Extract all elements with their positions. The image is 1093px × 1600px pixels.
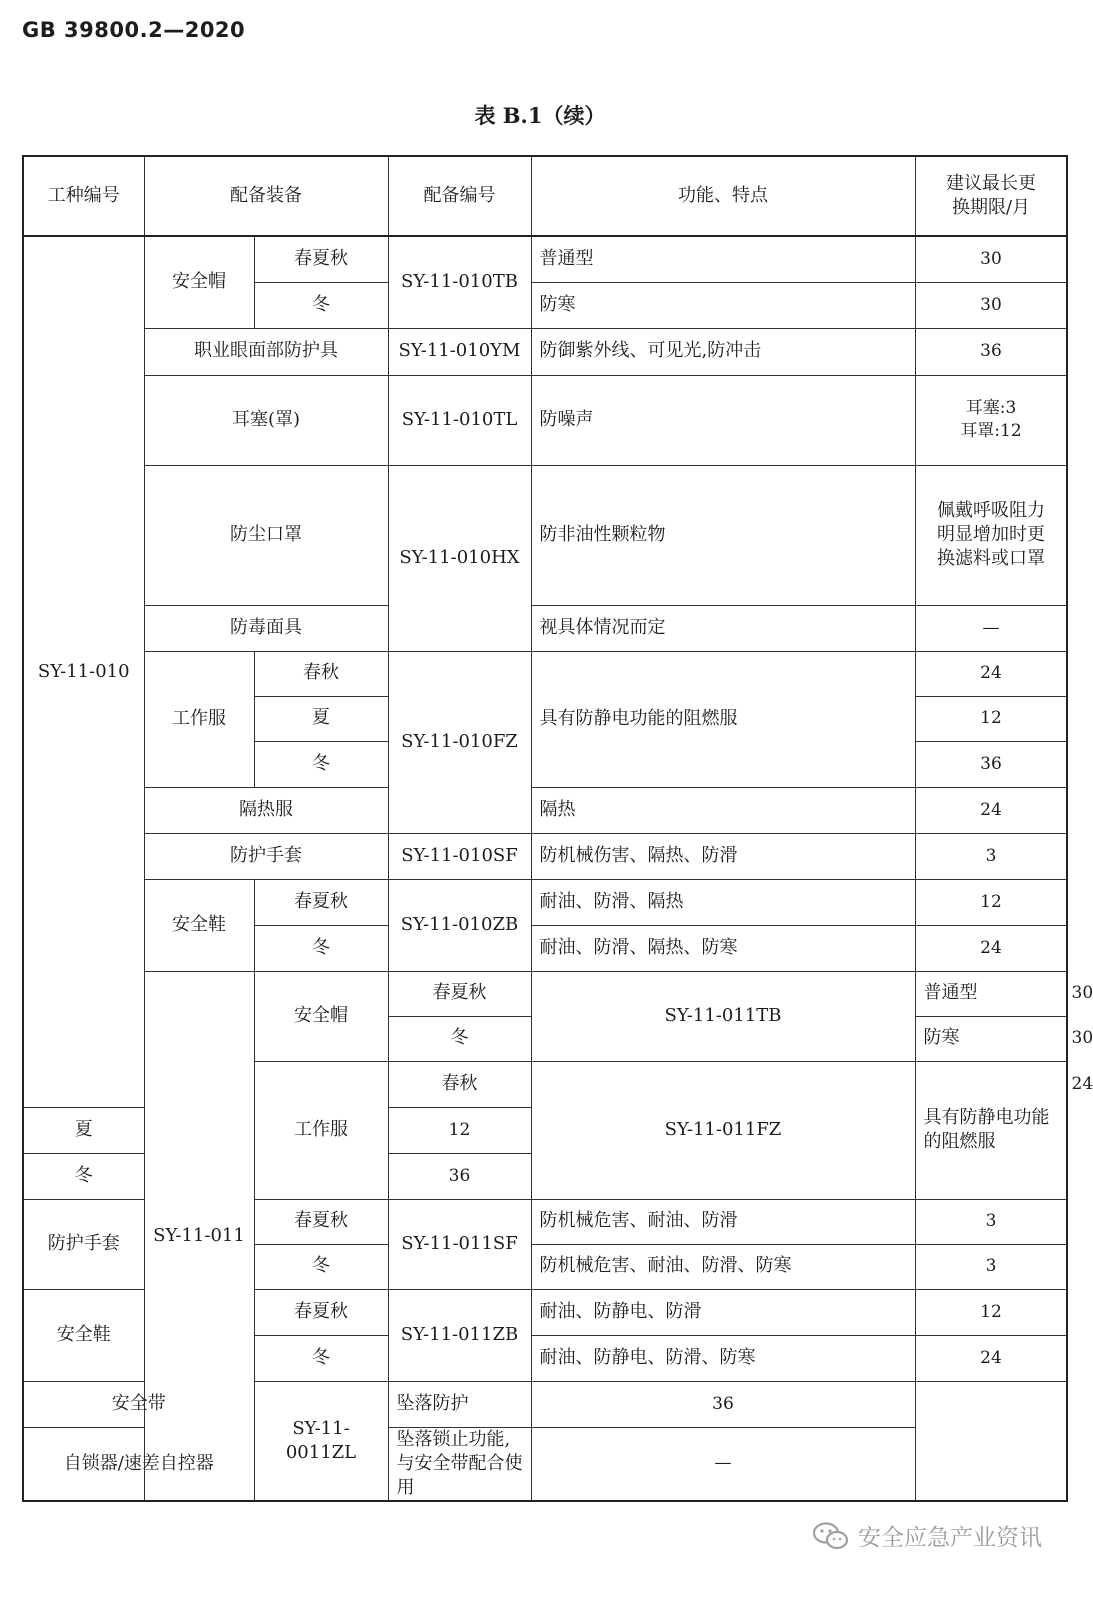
equipment-code: SY-11-010HX xyxy=(388,465,531,651)
period-line: 佩戴呼吸阻力 xyxy=(937,499,1045,521)
season-cell: 春夏秋 xyxy=(388,971,531,1016)
season-cell: 夏 xyxy=(254,696,388,741)
period-cell: 24 xyxy=(915,925,1067,971)
period-line: 换滤料或口罩 xyxy=(937,548,1045,570)
period-cell: 12 xyxy=(915,1289,1067,1335)
equipment-name: 耳塞(罩) xyxy=(144,375,388,465)
equipment-name: 防毒面具 xyxy=(144,605,388,651)
watermark-text: 安全应急产业资讯 xyxy=(858,1525,1042,1551)
function-cell: 防非油性颗粒物 xyxy=(531,465,915,605)
equipment-name: 安全帽 xyxy=(144,236,254,328)
period-cell: 3 xyxy=(915,1199,1067,1244)
season-cell: 春夏秋 xyxy=(254,1199,388,1244)
season-cell: 春夏秋 xyxy=(254,236,388,282)
equipment-name: 职业眼面部防护具 xyxy=(144,328,388,375)
season-cell: 春夏秋 xyxy=(254,879,388,925)
table-row: SY-11-011 安全帽 春夏秋 SY-11-011TB 普通型 30 xyxy=(23,971,1067,1016)
function-cell: 视具体情况而定 xyxy=(531,605,915,651)
season-cell: 冬 xyxy=(254,1244,388,1289)
equipment-code: SY-11-010YM xyxy=(388,328,531,375)
function-cell: 普通型 xyxy=(531,236,915,282)
equipment-code: SY-11-011FZ xyxy=(531,1061,915,1199)
function-cell: 防御紫外线、可见光,防冲击 xyxy=(531,328,915,375)
table-row xyxy=(23,328,1067,375)
period-line: 耳塞:3 xyxy=(965,398,1017,419)
equipment-code: SY-11-010SF xyxy=(388,833,531,879)
header-period-line2: 换期限/月 xyxy=(951,197,1031,218)
equipment-name: 安全鞋 xyxy=(23,1289,144,1381)
table-row: 冬 防寒 30 xyxy=(23,1016,1067,1061)
wechat-icon xyxy=(812,1521,850,1551)
period-cell: 3 xyxy=(915,1244,1067,1289)
function-cell: 坠落防护 xyxy=(388,1381,531,1427)
period-cell xyxy=(915,375,1067,465)
function-cell: 防机械伤害、隔热、防滑 xyxy=(531,833,915,879)
period-cell: 24 xyxy=(915,787,1067,833)
function-cell: 耐油、防滑、隔热、防寒 xyxy=(531,925,915,971)
header-period-line1: 建议最长更 xyxy=(946,172,1036,194)
season-cell: 春夏秋 xyxy=(254,1289,388,1335)
equipment-code: SY-11-011SF xyxy=(388,1199,531,1289)
period-line: 耳罩:12 xyxy=(960,421,1022,441)
watermark xyxy=(812,1519,1042,1552)
equipment-name: 工作服 xyxy=(144,651,254,787)
equipment-code: SY-11-011ZB xyxy=(388,1289,531,1381)
equipment-table xyxy=(22,155,1093,1502)
period-cell: 24 xyxy=(915,651,1067,696)
table-row xyxy=(23,787,1067,833)
table-row xyxy=(23,1381,1067,1427)
header-job-code: 工种编号 xyxy=(23,156,144,236)
table-row xyxy=(23,465,1067,605)
period-line: 明显增加时更 xyxy=(937,523,1045,545)
period-cell: 36 xyxy=(531,1381,915,1427)
equipment-name: 安全带 xyxy=(23,1381,254,1427)
header-period xyxy=(915,156,1067,236)
period-cell: 3 xyxy=(915,833,1067,879)
table-row xyxy=(23,1427,1067,1501)
period-cell: 24 xyxy=(915,1335,1067,1381)
function-cell: 普通型 xyxy=(915,971,1067,1016)
table-row xyxy=(23,236,1067,282)
equipment-code: SY-11-010TL xyxy=(388,375,531,465)
season-cell: 冬 xyxy=(254,925,388,971)
function-cell: 具有防静电功能的阻燃服 xyxy=(915,1061,1067,1199)
function-cell: 防机械危害、耐油、防滑 xyxy=(531,1199,915,1244)
period-cell: — xyxy=(915,605,1067,651)
function-cell: 耐油、防静电、防滑、防寒 xyxy=(531,1335,915,1381)
equipment-name: 安全鞋 xyxy=(144,879,254,971)
season-cell: 冬 xyxy=(254,282,388,328)
table-row xyxy=(23,605,1067,651)
season-cell: 冬 xyxy=(23,1153,144,1199)
equipment-code: SY-11-011TB xyxy=(531,971,915,1061)
period-cell: 30 xyxy=(915,236,1067,282)
period-cell: 36 xyxy=(388,1153,531,1199)
function-cell: 坠落锁止功能,与安全带配合使用 xyxy=(388,1427,531,1501)
function-cell: 耐油、防滑、隔热 xyxy=(531,879,915,925)
header-function: 功能、特点 xyxy=(531,156,915,236)
header-equipment-code: 配备编号 xyxy=(388,156,531,236)
period-cell: 12 xyxy=(915,696,1067,741)
season-cell: 冬 xyxy=(254,1335,388,1381)
table-title: 表 B.1（续） xyxy=(474,103,606,128)
function-cell: 耐油、防静电、防滑 xyxy=(531,1289,915,1335)
period-cell: — xyxy=(531,1427,915,1501)
function-cell: 具有防静电功能的阻燃服 xyxy=(531,651,915,787)
equipment-name: 工作服 xyxy=(254,1061,388,1199)
period-cell xyxy=(915,465,1067,605)
function-cell: 防寒 xyxy=(915,1016,1067,1061)
function-cell: 隔热 xyxy=(531,787,915,833)
period-cell: 30 xyxy=(915,282,1067,328)
season-cell: 春秋 xyxy=(388,1061,531,1107)
function-cell: 防机械危害、耐油、防滑、防寒 xyxy=(531,1244,915,1289)
season-cell: 春秋 xyxy=(254,651,388,696)
season-cell: 冬 xyxy=(388,1016,531,1061)
period-cell: 36 xyxy=(915,328,1067,375)
equipment-code: SY-11-010ZB xyxy=(388,879,531,971)
equipment-name: 防护手套 xyxy=(23,1199,144,1289)
equipment-name: 隔热服 xyxy=(144,787,388,833)
document-code: GB 39800.2—2020 xyxy=(22,18,246,42)
table-row xyxy=(23,375,1067,465)
job-code-cell: SY-11-010 xyxy=(23,236,144,1107)
equipment-code: SY-11-010FZ xyxy=(388,651,531,833)
function-cell: 防寒 xyxy=(531,282,915,328)
function-cell: 防噪声 xyxy=(531,375,915,465)
period-cell: 12 xyxy=(388,1107,531,1153)
equipment-name: 防护手套 xyxy=(144,833,388,879)
equipment-name: 自锁器/速差自控器 xyxy=(23,1427,254,1501)
season-cell: 冬 xyxy=(254,741,388,787)
table-row: 工作服 春秋 SY-11-011FZ 具有防静电功能的阻燃服 24 xyxy=(23,1061,1067,1107)
equipment-code: SY-11-0011ZL xyxy=(254,1381,388,1501)
equipment-name: 安全帽 xyxy=(254,971,388,1061)
table-header-row xyxy=(23,156,1067,236)
period-cell: 36 xyxy=(915,741,1067,787)
table-row xyxy=(23,879,1067,925)
header-equipment: 配备装备 xyxy=(144,156,388,236)
table-row xyxy=(23,833,1067,879)
equipment-code: SY-11-010TB xyxy=(388,236,531,328)
period-cell: 12 xyxy=(915,879,1067,925)
job-code-cell: SY-11-011 xyxy=(144,971,254,1501)
equipment-name: 防尘口罩 xyxy=(144,465,388,605)
table-row xyxy=(23,651,1067,696)
season-cell: 夏 xyxy=(23,1107,144,1153)
